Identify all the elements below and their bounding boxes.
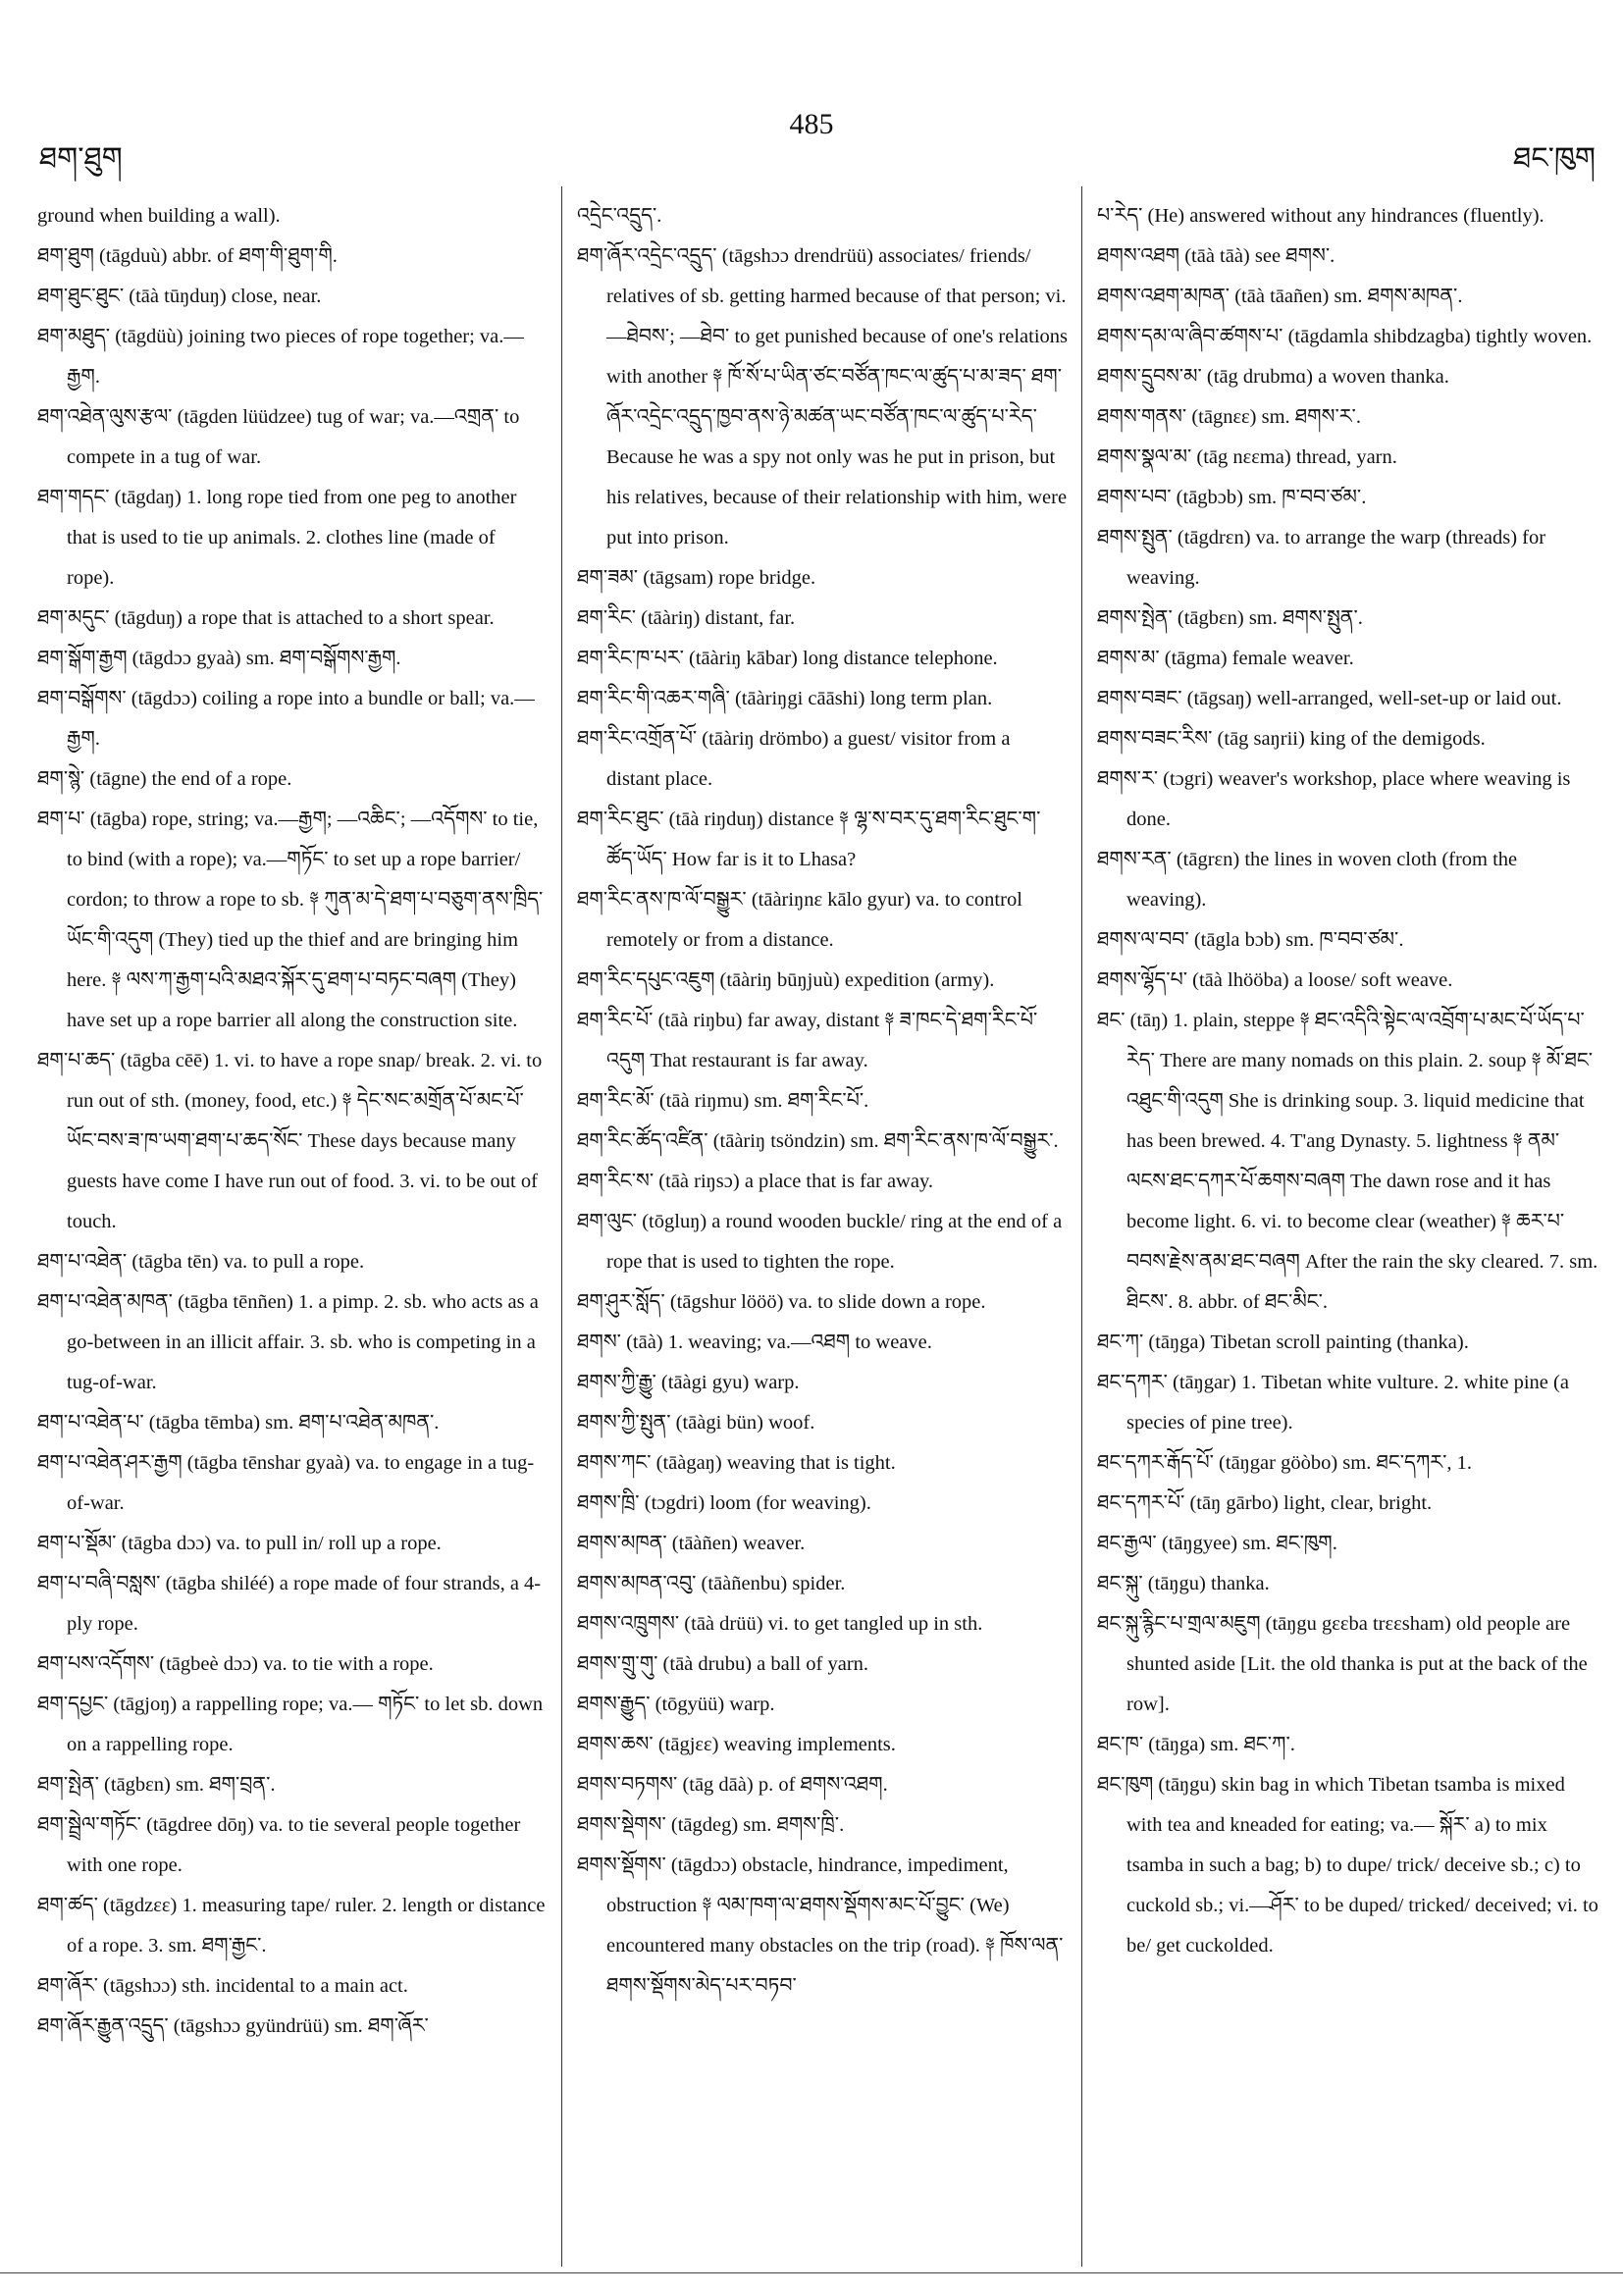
dictionary-entry: ཐག་རིང་ས་ (tāà riŋsɔ) a place that is far away. [577,1171,934,1192]
dictionary-entry: ཐགས་སྣལ་མ་ (tāg nɛɛma) thread, yarn. [1097,446,1397,468]
dictionary-entry: ཐག་སྦྲེལ་གཏོང་ (tāgdree dōŋ) va. to tie several people together with one rope. [37,1814,521,1876]
dictionary-entry: ཐང་རྒྱལ་ (tāŋgyee) sm. ཐང་ཁུག. [1097,1533,1337,1554]
dictionary-entry: ཐག་པས་འདོགས་ (tāgbeè dɔɔ) va. to tie with a rope. [37,1653,434,1675]
dictionary-entry: འདྲེང་འདྲུད་. [577,205,662,227]
dictionary-entry: ཐགས་རན་ (tāgrɛn) the lines in woven cloth (from the weaving). [1097,849,1518,911]
dictionary-entry: ཐགས་འཐག་མཁན་ (tāà tāañen) sm. ཐགས་མཁན་. [1097,286,1463,307]
dictionary-entry: ཐག་ལུང་ (tōgluŋ) a round wooden buckle/ ring at the end of a rope that is used to tighten the rope. [577,1211,1063,1273]
dictionary-entry: ཐགས་ཁྲི་ (tɔgdri) loom (for weaving). [577,1492,871,1514]
dictionary-entry: ཐག་དཔྱང་ (tāgjoŋ) a rappelling rope; va.— གཏོང་ to let sb. down on a rappelling rope. [37,1694,544,1755]
dictionary-entry: ཐག་རིང་ཁ་པར་ (tāàriŋ kābar) long distance telephone. [577,648,998,669]
dictionary-entry: ཐགས་སྤེན་ (tāgbɛn) sm. ཐགས་སྤུན་. [1097,607,1363,629]
dictionary-entry: ཐག་རིང་མོ་ (tāà riŋmu) sm. ཐག་རིང་པོ་. [577,1090,869,1112]
dictionary-entry: ཐག་རིང་འགྲོན་པོ་ (tāàriŋ drömbo) a guest/ visitor from a distant place. [577,728,1011,790]
dictionary-entry: ཐང་ཁུག (tāŋgu) skin bag in which Tibetan tsamba is mixed with tea and kneaded for eating; va.— སྐོར་ a) to mix tsamba in such a bag; b) to dupe/ trick/ deceive sb.; c) to cuckold sb.; vi.—ཤོར་ to be duped/ tricked/ deceived; vi. to be/ get cuckolded. [1097,1774,1598,1957]
dictionary-entry: ཐགས་གྲུ་གུ་ (tāà drubu) a ball of yarn. [577,1653,869,1675]
bottom-rule [0,2272,1623,2273]
dictionary-entry: ཐག་ཞོར་འདྲེང་འདྲུད་ (tāgshɔɔ drendrüü) associates/ friends/ relatives of sb. getting harmed because of that person; vi.—ཐེབས་; —ཐེབ་ to get punished because of one's relations with another ༈ ཁོ་སོ་པ་ཡིན་ཙང་བཙོན་ཁང་ལ་ཚུད་པ་མ་ཟད་ ཐག་ཞོར་འདྲེང་འདྲུད་ཁྱབ་ནས་ཉེ་མཚན་ཡང་བཙོན་ཁང་ལ་ཚུད་པ་རེད་ Because he was a spy not only was he put in prison, but his relatives, because of their relationship with him, were put into prison. [577,245,1068,548]
dictionary-entry: ཐག་འཐེན་ལུས་རྩལ་ (tāgden lüüdzee) tug of war; va.—འགྲན་ to compete in a tug of war. [37,406,520,468]
dictionary-entry: ཐང་དཀར་ (tāŋgar) 1. Tibetan white vulture. 2. white pine (a species of pine tree). [1097,1372,1569,1434]
dictionary-entry: ཐགས་འཁྲུགས་ (tāà drüü) vi. to get tangled up in sth. [577,1613,983,1635]
right-running-head: ཐང་ཁུག [1513,142,1596,175]
column-3 [1097,196,1599,2267]
dictionary-entry: ཐག་སྤེན་ (tāgbɛn) sm. ཐག་བྲན་. [37,1774,276,1796]
dictionary-entry: ཐག་པ་འཐེན་མཁན་ (tāgba tēnñen) 1. a pimp. 2. sb. who acts as a go-between in an illicit affair. 3. sb. who is competing in a tug-of-war. [37,1291,539,1393]
dictionary-entry: ཐག་ཐུག (tāgduù) abbr. of ཐག་གི་ཐུག་གི. [37,245,338,267]
page-number: 485 [789,108,834,140]
dictionary-entry: ཐག་སྙེ་ (tāgne) the end of a rope. [37,768,292,790]
dictionary-entry: ཐག་རིང་དཔུང་འཇུག (tāàriŋ būŋjuù) expedition (army). [577,969,995,991]
dictionary-entry: ཐགས་མཁན་འབུ་ (tāàñenbu) spider. [577,1573,846,1594]
dictionary-entry: ཐག་རིང་གི་འཆར་གཞི་ (tāàriŋgi cāāshi) long term plan. [577,688,993,709]
dictionary-entry: ཐག་མདུང་ (tāgduŋ) a rope that is attached to a short spear. [37,607,495,629]
dictionary-entry: པ་རེད་ (He) answered without any hindrances (fluently). [1097,205,1544,227]
dictionary-entry: ཐག་པ་བཞི་བསླས་ (tāgba shiléé) a rope made of four strands, a 4-ply rope. [37,1573,542,1635]
dictionary-entry: ཐག་ཞོར་རྒྱུན་འདྲུད་ (tāgshɔɔ gyündrüü) sm. ཐག་ཞོར་ [37,2015,429,2037]
dictionary-entry: ཐང་དཀར་པོ་ (tāŋ gārbo) light, clear, bright. [1097,1492,1433,1514]
dictionary-entry: ཐགས་པབ་ (tāgbɔb) sm. ཁ་བབ་ཙམ་. [1097,487,1367,508]
dictionary-entry: ཐགས་ཆས་ (tāgjɛɛ) weaving implements. [577,1734,896,1755]
dictionary-entry: ཐགས་བཏགས་ (tāg dāà) p. of ཐགས་འཐག. [577,1774,888,1796]
dictionary-entry: ཐགས་ཀང་ (tāàgaŋ) weaving that is tight. [577,1452,896,1474]
dictionary-entry: ཐང་སྐུ་ (tāŋgu) thanka. [1097,1573,1270,1594]
dictionary-entry: ground when building a wall). [37,205,281,227]
dictionary-entry: ཐག་བསྒོགས་ (tāgdɔɔ) coiling a rope into a bundle or ball; va.—རྒྱག. [37,688,535,750]
dictionary-entry: ཐག་རིང་ཐུང་ (tāà riŋduŋ) distance ༈ ལྷ་ས་བར་དུ་ཐག་རིང་ཐུང་ག་ཚོད་ཡོད་ How far is it to Lhasa? [577,809,1041,870]
dictionary-entry: ཐགས་དྲུབས་མ་ (tāg drubmɑ) a woven thanka. [1097,366,1449,388]
dictionary-entry: ཐག་གདང་ (tāgdaŋ) 1. long rope tied from one peg to another that is used to tie up animals. 2. clothes line (made of rope). [37,487,517,589]
dictionary-entry: ཐགས་འཐག (tāà tāà) see ཐགས་. [1097,245,1335,267]
dictionary-entry: ཐག་ཟམ་ (tāgsam) rope bridge. [577,567,816,589]
dictionary-entry: ཐགས་ (tāà) 1. weaving; va.—འཐག to weave. [577,1331,932,1353]
dictionary-entry: ཐགས་ལྷོད་པ་ (tāà lhööba) a loose/ soft weave. [1097,969,1453,991]
column-divider [561,186,562,2267]
dictionary-entry: ཐང་སྐུ་རྙིང་པ་གྲལ་མཇུག (tāŋgu gɛɛba trɛɛsham) old people are shunted aside [Lit. the old thanka is put at the back of the row]. [1097,1613,1588,1715]
dictionary-entry: ཐགས་སྡེགས་ (tāgdeg) sm. ཐགས་ཁྲི་. [577,1814,845,1836]
dictionary-entry: ཐག་པ་འཐེན་ (tāgba tēn) va. to pull a rope. [37,1251,365,1273]
dictionary-entry: ཐག་རིང་ (tāàriŋ) distant, far. [577,607,796,629]
dictionary-entry: ཐག་པ་ (tāgba) rope, string; va.—རྒྱག; —འཆིང་; —འདོགས་ to tie, to bind (with a rope); va.—གཏོང་ to set up a rope barrier/ cordon; to throw a rope to sb. ༈ ཀུན་མ་དེ་ཐག་པ་བཅུག་ནས་ཁྲིད་ཡོང་གི་འདུག (They) tied up the thief and are bringing him here. ༈ ལས་ཀ་རྒྱག་པའི་མཐའ་སྐོར་དུ་ཐག་པ་བཏང་བཞག (They) have set up a rope barrier all along the construction site. [37,809,544,1031]
dictionary-entry: ཐང་ཁ་ (tāŋga) sm. ཐང་ཀ་. [1097,1734,1295,1755]
dictionary-entry: ཐག་མཐུད་ (tāgdüù) joining two pieces of rope together; va.—རྒྱག. [37,326,524,388]
dictionary-entry: ཐགས་རྒྱུད་ (tōgyüü) warp. [577,1694,775,1715]
dictionary-entry: ཐག་པ་འཐེན་པ་ (tāgba tēmba) sm. ཐག་པ་འཐེན་མཁན་. [37,1412,440,1434]
dictionary-entry: ཐག་པ་འཐེན་ཤར་རྒྱག (tāgba tēnshar gyaà) va. to engage in a tug-of-war. [37,1452,535,1514]
dictionary-entry: ཐགས་བཟང་རིས་ (tāg saŋrii) king of the demigods. [1097,728,1486,750]
dictionary-entry: ཐག་པ་ཆད་ (tāgba cēē) 1. vi. to have a rope snap/ break. 2. vi. to run out of sth. (money, food, etc.) ༈ དེང་སང་མགྲོན་པོ་མང་པོ་ཡོང་བས་ཟ་ཁ་ཡག་ཐག་པ་ཆད་སོང་ These days because many guests have come I have run out of food. 3. vi. to be out of touch. [37,1050,543,1232]
dictionary-entry: ཐགས་ར་ (tɔgri) weaver's workshop, place where weaving is done. [1097,768,1571,830]
left-running-head: ཐག་ཐུག [39,142,123,175]
dictionary-entry: ཐག་སྒོག་རྒྱག (tāgdɔɔ gyaà) sm. ཐག་བསྒོགས་རྒྱག. [37,648,401,669]
dictionary-entry: ཐག་པ་སྡོམ་ (tāgba dɔɔ) va. to pull in/ roll up a rope. [37,1533,442,1554]
dictionary-entry: ཐག་ཞོར་ (tāgshɔɔ) sth. incidental to a main act. [37,1975,408,1997]
dictionary-entry: ཐགས་སྤུན་ (tāgdrɛn) va. to arrange the warp (threads) for weaving. [1097,527,1546,589]
dictionary-entry: ཐགས་ལ་བབ་ (tāgla bɔb) sm. ཁ་བབ་ཙམ་. [1097,929,1404,951]
dictionary-entry: ཐག་ཤུར་སློད་ (tāgshur lööö) va. to slide down a rope. [577,1291,986,1313]
dictionary-entry: ཐག་ཐུང་ཐུང་ (tāà tūŋduŋ) close, near. [37,286,322,307]
dictionary-entry: ཐགས་མ་ (tāgma) female weaver. [1097,648,1354,669]
dictionary-entry: ཐགས་བཟང་ (tāgsaŋ) well-arranged, well-set-up or laid out. [1097,688,1562,709]
dictionary-entry: ཐང་ (tāŋ) 1. plain, steppe ༈ ཐང་འདིའི་སྟེང་ལ་འབྲོག་པ་མང་པོ་ཡོད་པ་རེད་ There are many nomads on this plain. 2. soup ༈ མོ་ཐང་འཐུང་གི་འདུག She is drinking soup. 3. liquid medicine that has been brewed. 4. T'ang Dynasty. 5. lightness ༈ ནམ་ལངས་ཐང་དཀར་པོ་ཆགས་བཞག The dawn rose and it has become light. 6. vi. to become clear (weather) ༈ ཆར་པ་བབས་རྗེས་ནམ་ཐང་བཞག After the rain the sky cleared. 7. sm. ཐིངས་. 8. abbr. of ཐང་མིང་. [1097,1010,1598,1313]
dictionary-entry: ཐང་ཀ་ (tāŋga) Tibetan scroll painting (thanka). [1097,1331,1469,1353]
column-divider [1081,186,1082,2267]
dictionary-entry: ཐགས་གནས་ (tāgnɛɛ) sm. ཐགས་ར་. [1097,406,1361,428]
page-header [0,108,1623,175]
dictionary-entry: ཐག་རིང་ཚོད་འཛིན་ (tāàriŋ tsöndzin) sm. ཐག་རིང་ནས་ཁ་ལོ་བསྒྱུར་. [577,1130,1059,1152]
dictionary-entry: ཐག་རིང་ནས་ཁ་ལོ་བསྒྱུར་ (tāàriŋnɛ kālo gyur) va. to control remotely or from a distance. [577,889,1022,951]
dictionary-entry: ཐགས་ཀྱི་རྒྱུ་ (tāàgi gyu) warp. [577,1372,800,1393]
dictionary-entry: ཐགས་ཀྱི་སྤུན་ (tāàgi bün) woof. [577,1412,815,1434]
dictionary-entry: ཐག་ཚད་ (tāgdzɛɛ) 1. measuring tape/ ruler. 2. length or distance of a rope. 3. sm. ཐག་རྒྱང་. [37,1895,546,1957]
dictionary-entry: ཐགས་སྡོགས་ (tāgdɔɔ) obstacle, hindrance, impediment, obstruction ༈ ལམ་ཁག་ལ་ཐགས་སྡོགས་མང་པོ་བྱུང་ (We) encountered many obstacles on the trip (road). ༈ ཁོས་ལན་ཐགས་སྡོགས་མེད་པར་བཏབ་ [577,1854,1064,1997]
dictionary-entry: ཐག་རིང་པོ་ (tāà riŋbu) far away, distant ༈ ཟ་ཁང་དེ་ཐག་རིང་པོ་འདུག That restaurant is far away. [577,1010,1038,1071]
dictionary-entry: ཐགས་དམ་ལ་ཞིབ་ཚགས་པ་ (tāgdamla shibdzagba) tightly woven. [1097,326,1593,347]
dictionary-entry: ཐང་དཀར་རྒོད་པོ་ (tāŋgar göòbo) sm. ཐང་དཀར་, 1. [1097,1452,1472,1474]
dictionary-entry: ཐགས་མཁན་ (tāàñen) weaver. [577,1533,806,1554]
column-2 [577,196,1068,2267]
column-1 [37,196,548,2267]
